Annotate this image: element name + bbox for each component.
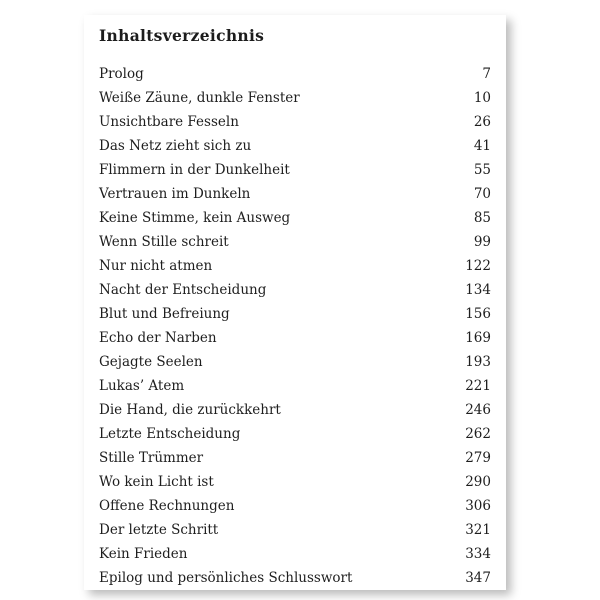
toc-row [99, 182, 491, 206]
toc-entry-title: Kein Frieden [99, 546, 188, 562]
toc-entry-title: Wo kein Licht ist [99, 474, 214, 490]
toc-heading: Inhaltsverzeichnis [99, 26, 265, 45]
toc-entry-title: Das Netz zieht sich zu [99, 138, 252, 154]
toc-entry-title: Nur nicht atmen [99, 258, 213, 274]
toc-entry-page-number: 347 [465, 570, 491, 586]
toc-entry-page-number: 262 [465, 426, 491, 442]
toc-row [99, 278, 491, 302]
toc-entry-page-number: 156 [465, 306, 491, 322]
toc-row [99, 110, 491, 134]
toc-row [99, 326, 491, 350]
toc-entry-title: Letzte Entscheidung [99, 426, 241, 442]
toc-entry-title: Wenn Stille schreit [99, 234, 229, 250]
toc-entry-title: Prolog [99, 66, 144, 82]
toc-entry-title: Gejagte Seelen [99, 354, 203, 370]
toc-row [99, 62, 491, 86]
toc-entry-title: Echo der Narben [99, 330, 217, 346]
toc-entry-title: Weiße Zäune, dunkle Fenster [99, 90, 300, 106]
toc-entry-page-number: 193 [465, 354, 491, 370]
toc-entry-page-number: 26 [473, 114, 491, 130]
toc-row [99, 374, 491, 398]
toc-row [99, 206, 491, 230]
toc-entry-page-number: 99 [473, 234, 491, 250]
toc-row [99, 446, 491, 470]
toc-entry-title: Blut und Befreiung [99, 306, 230, 322]
toc-row [99, 398, 491, 422]
toc-entry-page-number: 7 [482, 66, 491, 82]
toc-list [99, 62, 491, 590]
toc-row [99, 542, 491, 566]
toc-entry-title: Lukas’ Atem [99, 378, 185, 394]
toc-row [99, 350, 491, 374]
toc-entry-page-number: 321 [465, 522, 491, 538]
toc-row [99, 422, 491, 446]
toc-entry-page-number: 70 [473, 186, 491, 202]
toc-row [99, 158, 491, 182]
toc-entry-title: Der letzte Schritt [99, 522, 219, 538]
toc-entry-title: Offene Rechnungen [99, 498, 235, 514]
toc-row [99, 302, 491, 326]
toc-entry-title: Flimmern in der Dunkelheit [99, 162, 290, 178]
toc-entry-page-number: 85 [473, 210, 491, 226]
toc-entry-page-number: 279 [465, 450, 491, 466]
toc-row [99, 566, 491, 590]
toc-row [99, 254, 491, 278]
toc-entry-page-number: 55 [473, 162, 491, 178]
toc-row [99, 470, 491, 494]
toc-entry-title: Nacht der Entscheidung [99, 282, 267, 298]
toc-entry-page-number: 41 [473, 138, 491, 154]
toc-entry-page-number: 290 [465, 474, 491, 490]
toc-entry-page-number: 10 [473, 90, 491, 106]
toc-entry-title: Die Hand, die zurückkehrt [99, 402, 281, 418]
toc-entry-page-number: 246 [465, 402, 491, 418]
toc-entry-title: Epilog und persönliches Schlusswort [99, 570, 353, 586]
toc-entry-page-number: 169 [465, 330, 491, 346]
toc-row [99, 494, 491, 518]
toc-entry-title: Vertrauen im Dunkeln [99, 186, 251, 202]
toc-row [99, 518, 491, 542]
toc-entry-page-number: 334 [465, 546, 491, 562]
toc-row [99, 86, 491, 110]
book-page [84, 15, 506, 590]
toc-entry-title: Keine Stimme, kein Ausweg [99, 210, 291, 226]
toc-row [99, 230, 491, 254]
toc-entry-page-number: 221 [465, 378, 491, 394]
toc-row [99, 134, 491, 158]
toc-entry-page-number: 306 [465, 498, 491, 514]
toc-entry-title: Unsichtbare Fesseln [99, 114, 239, 130]
toc-entry-title: Stille Trümmer [99, 450, 204, 466]
toc-entry-page-number: 134 [465, 282, 491, 298]
toc-entry-page-number: 122 [465, 258, 491, 274]
